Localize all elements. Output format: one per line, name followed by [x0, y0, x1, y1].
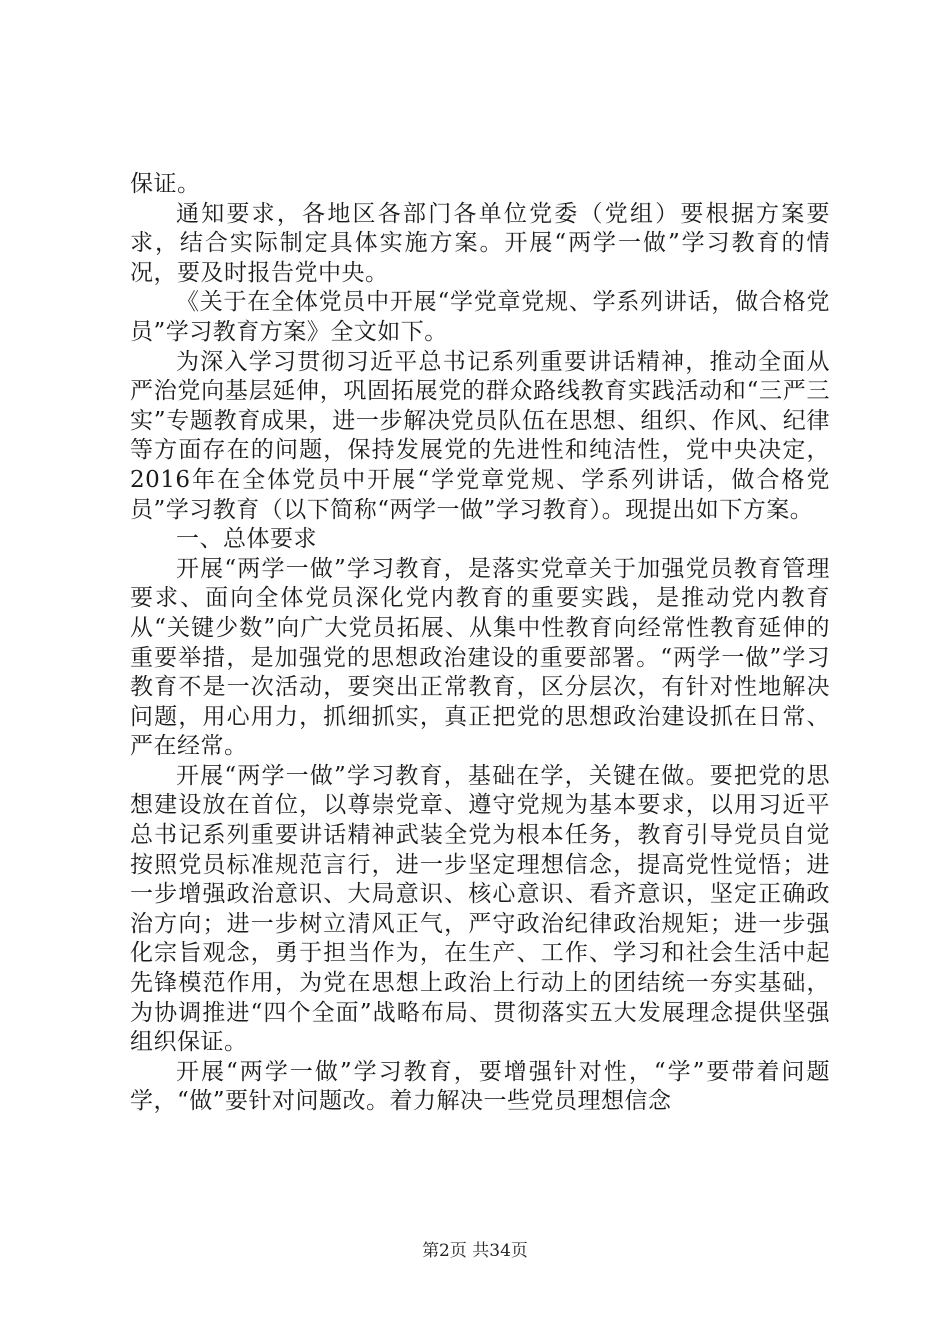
paragraph-notice-requirements: 通知要求，各地区各部门各单位党委（党组）要根据方案要求，结合实际制定具体实施方案。开展“两学一做”学习教育的情况，要及时报告党中央。: [130, 200, 830, 286]
paragraph-general-1: 开展“两学一做”学习教育，是落实党章关于加强党员教育管理要求、面向全体党员深化党内教育的重要实践，是推动党内教育从“关键少数”向广大党员拓展、从集中性教育向经常性教育延伸的重要举措，是加强党的思想政治建设的重要部署。“两学一做”学习教育不是一次活动，要突出正常教育，区分层次，有针对性地解决问题，用心用力，抓细抓实，真正把党的思想政治建设抓在日常、严在经常。: [130, 555, 830, 760]
paragraph-continuation: 保证。: [130, 171, 201, 197]
paragraph-plan-title: 《关于在全体党员中开展“学党章党规、学系列讲话，做合格党员”学习教育方案》全文如下。: [130, 289, 830, 345]
paragraph-general-3: 开展“两学一做”学习教育，要增强针对性，“学”要带着问题学，“做”要针对问题改。着力解决一些党员理想信念: [130, 1058, 830, 1115]
page-number-label: 第2页 共34页: [422, 1241, 528, 1261]
paragraph-plan-intro: 为深入学习贯彻习近平总书记系列重要讲话精神，推动全面从严治党向基层延伸，巩固拓展党的群众路线教育实践活动和“三严三实”专题教育成果，进一步解决党员队伍在思想、组织、作风、纪律等方面存在的问题，保持发展党的先进性和纯洁性，党中央决定，2016年在全体党员中开展“学党章党规、学系列讲话，做合格党员”学习教育（以下简称“两学一做”学习教育）。现提出如下方案。: [130, 348, 830, 523]
page-footer: [0, 1240, 950, 1262]
section-heading-general-requirements: 一、总体要求: [176, 526, 317, 553]
document-body: [130, 170, 830, 1117]
paragraph-general-2: 开展“两学一做”学习教育，基础在学，关键在做。要把党的思想建设放在首位，以尊崇党章、遵守党规为基本要求，以用习近平总书记系列重要讲话精神武装全党为根本任务，教育引导党员自觉按照党员标准规范言行，进一步坚定理想信念，提高党性觉悟；进一步增强政治意识、大局意识、核心意识、看齐意识，坚定正确政治方向；进一步树立清风正气，严守政治纪律政治规矩；进一步强化宗旨观念，勇于担当作为，在生产、工作、学习和社会生活中起先锋模范作用，为党在思想上政治上行动上的团结统一夯实基础，为协调推进“四个全面”战略布局、贯彻落实五大发展理念提供坚强组织保证。: [130, 762, 830, 1056]
